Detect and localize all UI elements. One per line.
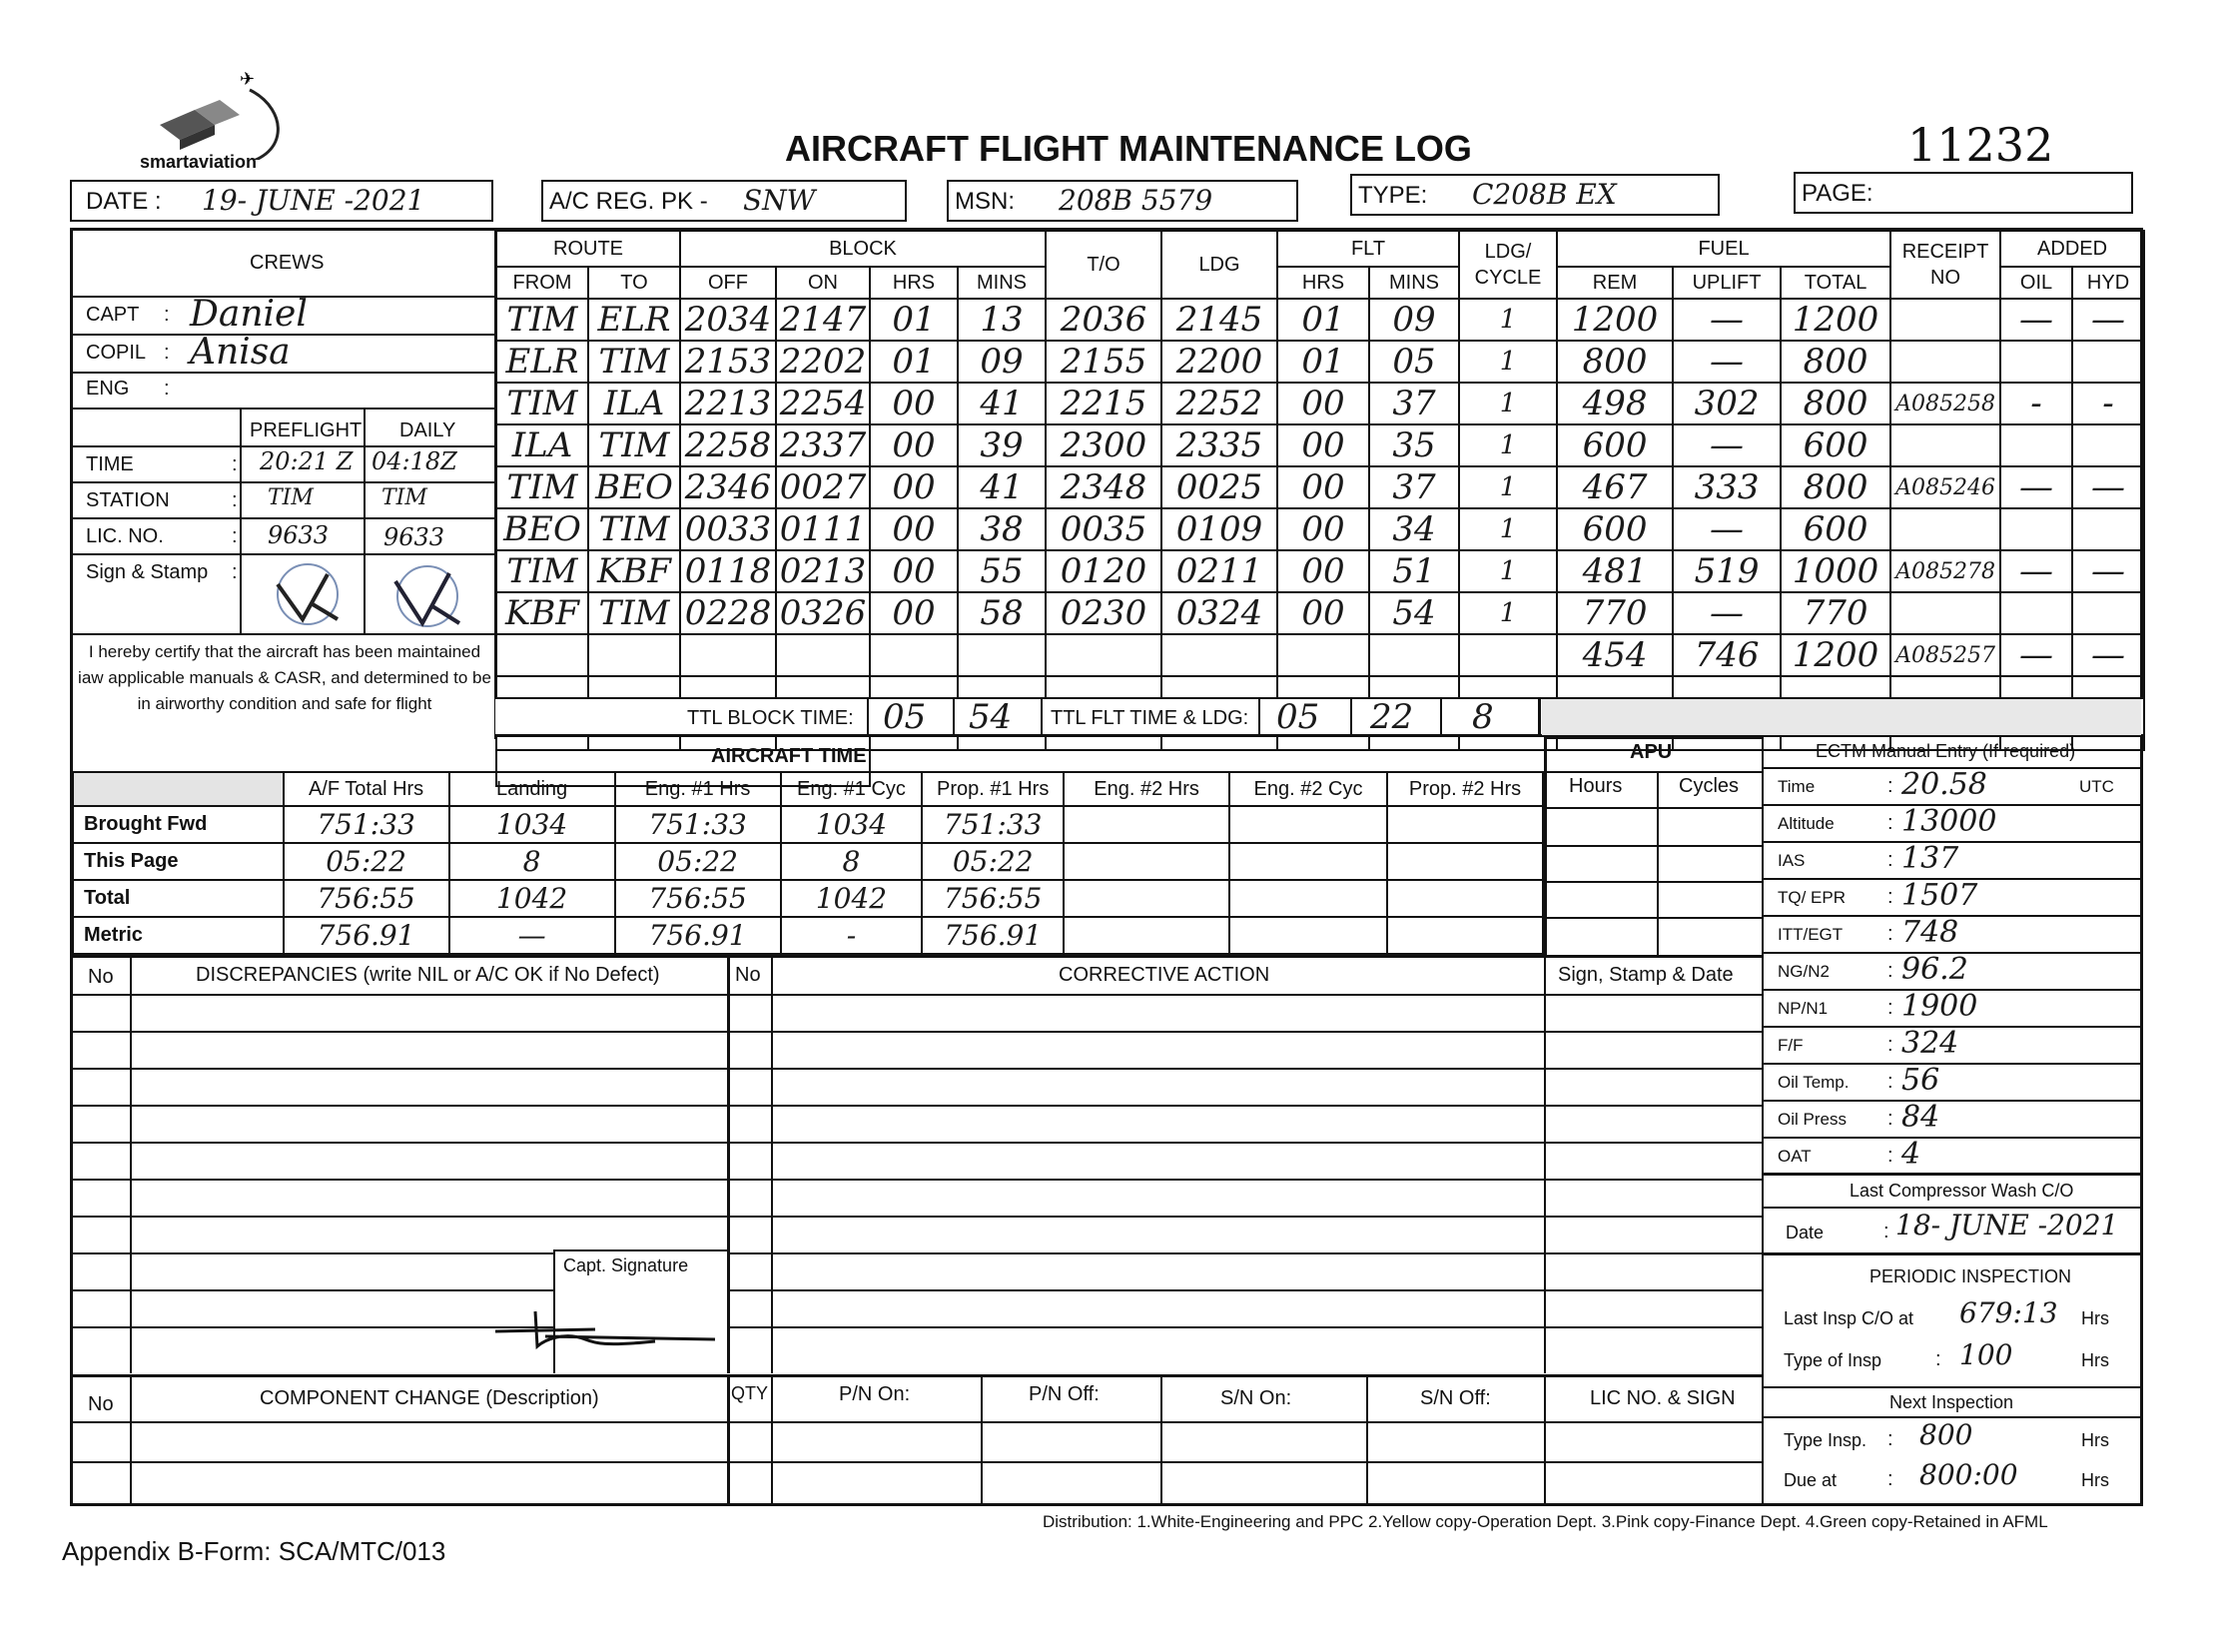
station-preflight: TIM — [268, 485, 314, 510]
ectm-row: NP/N1 : 1900 — [1764, 989, 2143, 1026]
ectm-label: Oil Press — [1778, 1110, 1847, 1129]
flight-cell-from: TIM — [496, 383, 588, 424]
aircraft-time-cell: 751:33 — [922, 806, 1064, 843]
flight-cell-to-time: 2300 — [1046, 424, 1161, 466]
ectm-unit: UTC — [2079, 777, 2114, 796]
flight-cell-cycle: 1 — [1459, 299, 1557, 341]
certify-text: I hereby certify that the aircraft has been maintained iaw applicable manuals & CASR, and determined to be in airworthy condition and safe for flight — [78, 642, 491, 713]
flight-cell-receipt — [1890, 299, 2000, 341]
flight-cell-hyd: — — [2072, 550, 2144, 592]
flight-row — [496, 383, 2144, 424]
flight-cell-flt-mins: 05 — [1369, 341, 1459, 383]
flight-cell-total: 800 — [1781, 383, 1890, 424]
lic-daily: 9633 — [383, 523, 445, 551]
stamp-preflight-icon — [258, 559, 358, 629]
flight-cell-to: BEO — [588, 466, 680, 508]
aircraft-time-cell — [1229, 806, 1387, 843]
flight-cell-on: 0326 — [776, 592, 870, 634]
flight-cell-mins: 41 — [958, 383, 1046, 424]
aircraft-time-col: Landing — [449, 772, 615, 806]
aircraft-time-cell: 05:22 — [922, 843, 1064, 880]
ectm-row: Altitude : 13000 — [1764, 804, 2143, 841]
capt-name: Daniel — [190, 294, 308, 335]
flight-cell-total: 600 — [1781, 424, 1890, 466]
page-field: PAGE: — [1794, 172, 2133, 214]
ectm-row: NG/N2 : 96.2 — [1764, 952, 2143, 989]
ttl-block-mins: 54 — [969, 697, 1013, 737]
next-type-value: 800 — [1919, 1418, 1973, 1451]
flight-cell-hyd: — — [2072, 466, 2144, 508]
flight-cell-mins: 09 — [958, 341, 1046, 383]
time-preflight: 20:21 Z — [260, 447, 354, 475]
ectm-panel: ECTM Manual Entry (If required) Time : 20.58 UTC Altitude : 13000 IAS : 137 TQ/ EPR : 1507 ITT/EGT : 748 NG/N2 : 96.2 NP/N1 : 1900 F/F : 324 Oil Temp. : 56 Oil Press : 84 OAT : 4 Last Compressor Wash C/O Date : 18- JUNE -2021 PERIODIC INSPECTION Last Insp C/O at 679:13 Hrs Type of Insp : 100 Hrs Next Inspection Type Insp. : 800 Hrs Due at : 800:00 Hrs — [1762, 737, 2143, 1506]
flight-cell-flt-mins: 34 — [1369, 508, 1459, 550]
ectm-value: 84 — [1901, 1100, 1940, 1135]
flight-cell-flt-mins: 35 — [1369, 424, 1459, 466]
ectm-value: 748 — [1901, 915, 1959, 950]
flight-cell-hrs: 00 — [870, 466, 958, 508]
flight-cell-receipt — [1890, 341, 2000, 383]
type-insp-value: 100 — [1959, 1338, 2013, 1371]
flight-cell-total: 1000 — [1781, 550, 1890, 592]
aircraft-time-row — [73, 917, 1543, 954]
flight-cell-hyd — [2072, 508, 2144, 550]
aircraft-time-cell — [1229, 880, 1387, 917]
flight-cell-to-time: 2348 — [1046, 466, 1161, 508]
flight-cell-uplift: 746 — [1673, 634, 1781, 676]
aircraft-time-cell — [1064, 843, 1229, 880]
ectm-row: OAT : 4 — [1764, 1137, 2143, 1174]
aircraft-time-cell: 1034 — [781, 806, 923, 843]
aircraft-time-cell: 8 — [449, 843, 615, 880]
aircraft-time-row — [73, 843, 1543, 880]
aircraft-time-col: Prop. #1 Hrs — [922, 772, 1064, 806]
component-section: No COMPONENT CHANGE (Description) QTY P/N On: P/N Off: S/N On: S/N Off: LIC NO. & SIGN — [72, 1374, 1762, 1504]
aircraft-time-cell: 05:22 — [615, 843, 781, 880]
flight-cell-uplift: — — [1673, 592, 1781, 634]
aircraft-time-cell — [1387, 806, 1543, 843]
flight-cell-on: 2254 — [776, 383, 870, 424]
flight-cell-total: 1200 — [1781, 634, 1890, 676]
last-insp-value: 679:13 — [1959, 1296, 2058, 1329]
ectm-row: F/F : 324 — [1764, 1026, 2143, 1063]
flight-cell-cycle: 1 — [1459, 592, 1557, 634]
aircraft-time-cell: 756:55 — [615, 880, 781, 917]
flight-cell-receipt — [1890, 592, 2000, 634]
capt-signature-box: Capt. Signature — [553, 1249, 727, 1373]
aircraft-time-cell: 751:33 — [284, 806, 449, 843]
flight-cell-cycle: 1 — [1459, 466, 1557, 508]
flight-cell-mins: 13 — [958, 299, 1046, 341]
due-value: 800:00 — [1919, 1458, 2018, 1491]
flight-cell-off: 2346 — [680, 466, 776, 508]
flight-cell-mins: 41 — [958, 466, 1046, 508]
ttl-flt-hrs: 05 — [1276, 697, 1320, 737]
crews-header: CREWS — [250, 252, 325, 274]
ectm-label: IAS — [1778, 851, 1806, 870]
flight-cell-to-time: 2155 — [1046, 341, 1161, 383]
flight-cell-from: ILA — [496, 424, 588, 466]
flight-cell-rem: 454 — [1557, 634, 1673, 676]
flight-cell-to: KBF — [588, 550, 680, 592]
type-field: TYPE: C208B EX — [1350, 174, 1720, 216]
flight-cell-ldg: 0109 — [1161, 508, 1277, 550]
ectm-label: ITT/EGT — [1778, 925, 1844, 944]
flight-cell-cycle — [1459, 634, 1557, 676]
aircraft-time-cell — [1229, 917, 1387, 954]
flight-cell-receipt: A085246 — [1890, 466, 2000, 508]
ectm-label: Oil Temp. — [1778, 1073, 1850, 1092]
flight-cell-flt-hrs: 01 — [1277, 299, 1369, 341]
flight-cell-flt-mins: 37 — [1369, 383, 1459, 424]
flight-cell-off: 0118 — [680, 550, 776, 592]
flight-cell-flt-hrs — [1277, 634, 1369, 676]
flight-cell-oil: — — [2000, 466, 2072, 508]
flight-cell-ldg: 2252 — [1161, 383, 1277, 424]
lic-preflight: 9633 — [268, 521, 330, 549]
flight-cell-hrs: 00 — [870, 383, 958, 424]
aircraft-time-row-label: Metric — [73, 917, 284, 954]
flight-cell-uplift: — — [1673, 299, 1781, 341]
aircraft-time-cell: 751:33 — [615, 806, 781, 843]
flight-cell-flt-hrs: 00 — [1277, 383, 1369, 424]
flight-cell-on: 2337 — [776, 424, 870, 466]
flight-cell-oil: — — [2000, 299, 2072, 341]
flight-cell-ldg: 0211 — [1161, 550, 1277, 592]
aircraft-time-row-label: This Page — [73, 843, 284, 880]
aircraft-time-col: Eng. #2 Cyc — [1229, 772, 1387, 806]
aircraft-time-cell — [1387, 917, 1543, 954]
aircraft-time-cell: - — [781, 917, 923, 954]
serial-number: 11232 — [1907, 118, 2054, 172]
aircraft-time-cell: 1034 — [449, 806, 615, 843]
flight-row — [496, 592, 2144, 634]
aircraft-time-row — [73, 880, 1543, 917]
acreg-field: A/C REG. PK - SNW — [541, 180, 907, 222]
flight-cell-to-time — [1046, 634, 1161, 676]
flight-cell-mins — [958, 634, 1046, 676]
logo — [140, 70, 300, 180]
aircraft-time-cell: 1042 — [449, 880, 615, 917]
svg-text:✈: ✈ — [240, 70, 256, 90]
compressor-date: 18- JUNE -2021 — [1895, 1209, 2119, 1241]
date-value: 19- JUNE -2021 — [202, 184, 425, 217]
flight-cell-oil: — — [2000, 550, 2072, 592]
flight-cell-rem: 467 — [1557, 466, 1673, 508]
ectm-title: ECTM Manual Entry (If required) — [1816, 741, 2076, 761]
ectm-label: TQ/ EPR — [1778, 888, 1847, 907]
aircraft-time-cell: 756:55 — [284, 880, 449, 917]
flight-cell-cycle: 1 — [1459, 424, 1557, 466]
ectm-row: TQ/ EPR : 1507 — [1764, 878, 2143, 915]
flight-cell-hrs: 00 — [870, 508, 958, 550]
flight-cell-flt-mins — [1369, 634, 1459, 676]
flight-cell-total: 770 — [1781, 592, 1890, 634]
flight-cell-on — [776, 634, 870, 676]
flight-cell-to: ILA — [588, 383, 680, 424]
flight-cell-rem: 600 — [1557, 508, 1673, 550]
flight-cell-from: ELR — [496, 341, 588, 383]
flight-cell-total: 1200 — [1781, 299, 1890, 341]
apu-title: APU — [1630, 741, 1673, 763]
flight-cell-receipt: A085257 — [1890, 634, 2000, 676]
flight-cell-to-time: 2036 — [1046, 299, 1161, 341]
ttl-block-label: TTL BLOCK TIME: — [687, 707, 854, 729]
flight-cell-rem: 481 — [1557, 550, 1673, 592]
aircraft-time-col: Eng. #1 Hrs — [615, 772, 781, 806]
flight-cell-on: 0213 — [776, 550, 870, 592]
flight-row — [496, 341, 2144, 383]
flight-cell-to: TIM — [588, 508, 680, 550]
flight-cell-to-time: 0035 — [1046, 508, 1161, 550]
flight-cell-oil: — — [2000, 634, 2072, 676]
flight-cell-from: BEO — [496, 508, 588, 550]
aircraft-time-row-label: Total — [73, 880, 284, 917]
flight-cell-cycle: 1 — [1459, 341, 1557, 383]
page-title: AIRCRAFT FLIGHT MAINTENANCE LOG — [785, 128, 1472, 169]
flight-cell-oil — [2000, 341, 2072, 383]
station-daily: TIM — [381, 485, 427, 510]
flight-cell-hrs: 00 — [870, 550, 958, 592]
ttl-flt-mins: 22 — [1370, 697, 1414, 737]
flight-cell-to: ELR — [588, 299, 680, 341]
aircraft-time-cell: 756.91 — [284, 917, 449, 954]
flight-cell-flt-hrs: 00 — [1277, 508, 1369, 550]
date-field: DATE : 19- JUNE -2021 — [70, 180, 493, 222]
flight-cell-flt-hrs: 00 — [1277, 550, 1369, 592]
flight-cell-on: 2147 — [776, 299, 870, 341]
flight-cell-flt-hrs: 00 — [1277, 592, 1369, 634]
flight-cell-hrs: 01 — [870, 341, 958, 383]
logo-text: smartaviation — [140, 152, 258, 172]
flight-cell-oil — [2000, 424, 2072, 466]
crews-panel: CREWS CAPT : Daniel COPIL : Anisa ENG : PREFLIGHT DAILY TIME : 20:21 Z 04:18Z STATION : TIM TIM LIC. NO. : 9633 9633 Sign & Stamp : I hereby certify that the aircraft has been maintained iaw applicable manuals & CASR, and determined to be in airworthy condition and safe for flight — [72, 230, 497, 739]
ectm-value: 96.2 — [1901, 952, 1968, 987]
acreg-value: SNW — [743, 184, 816, 217]
aircraft-time-cell — [1387, 880, 1543, 917]
flight-row — [496, 508, 2144, 550]
flight-cell-off: 2034 — [680, 299, 776, 341]
flight-cell-uplift: 519 — [1673, 550, 1781, 592]
flight-cell-receipt: A085258 — [1890, 383, 2000, 424]
flight-cell-on: 0027 — [776, 466, 870, 508]
flight-cell-to-time: 0230 — [1046, 592, 1161, 634]
captain-signature-icon — [485, 1291, 725, 1361]
ttl-flt-label: TTL FLT TIME & LDG: — [1051, 707, 1249, 729]
flight-cell-to-time: 2215 — [1046, 383, 1161, 424]
flight-cell-off: 2258 — [680, 424, 776, 466]
ectm-value: 1507 — [1901, 878, 1978, 913]
flight-row — [496, 424, 2144, 466]
aircraft-time-col: A/F Total Hrs — [284, 772, 449, 806]
aircraft-time-cell: 756.91 — [615, 917, 781, 954]
flight-cell-mins: 58 — [958, 592, 1046, 634]
flight-cell-total: 600 — [1781, 508, 1890, 550]
aircraft-time-cell — [1064, 880, 1229, 917]
ttl-block-hrs: 05 — [883, 697, 927, 737]
flight-cell-hyd — [2072, 424, 2144, 466]
logo-mark-icon — [140, 70, 300, 160]
aircraft-time-cell — [1229, 843, 1387, 880]
ectm-value: 13000 — [1901, 804, 1997, 839]
ectm-row: Oil Temp. : 56 — [1764, 1063, 2143, 1100]
aircraft-time-title: AIRCRAFT TIME — [711, 745, 867, 767]
ectm-row: IAS : 137 — [1764, 841, 2143, 878]
flight-cell-cycle: 1 — [1459, 550, 1557, 592]
flight-cell-flt-hrs: 00 — [1277, 466, 1369, 508]
aircraft-time-cell — [1387, 843, 1543, 880]
flight-cell-flt-mins: 51 — [1369, 550, 1459, 592]
flight-cell-hyd: — — [2072, 634, 2144, 676]
flight-cell-mins: 39 — [958, 424, 1046, 466]
flight-cell-oil — [2000, 592, 2072, 634]
aircraft-time-cell: 05:22 — [284, 843, 449, 880]
aircraft-time-cell: 756:55 — [922, 880, 1064, 917]
flight-cell-hyd — [2072, 341, 2144, 383]
ectm-value: 324 — [1901, 1026, 1959, 1061]
flight-cell-from: KBF — [496, 592, 588, 634]
flight-cell-oil: - — [2000, 383, 2072, 424]
flight-cell-rem: 498 — [1557, 383, 1673, 424]
flight-cell-ldg: 0324 — [1161, 592, 1277, 634]
ttl-row — [495, 697, 2143, 737]
flight-cell-total: 800 — [1781, 466, 1890, 508]
ectm-value: 137 — [1901, 841, 1959, 876]
flight-cell-uplift: 333 — [1673, 466, 1781, 508]
flight-cell-total: 800 — [1781, 341, 1890, 383]
msn-field: MSN: 208B 5579 — [947, 180, 1298, 222]
flight-cell-uplift: — — [1673, 508, 1781, 550]
flight-cell-flt-mins: 54 — [1369, 592, 1459, 634]
ectm-row: Oil Press : 84 — [1764, 1100, 2143, 1137]
flight-cell-ldg: 2200 — [1161, 341, 1277, 383]
discrepancy-section: No DISCREPANCIES (write NIL or A/C OK if No Defect) No CORRECTIVE ACTION Sign, Stamp & Date Capt. Signature — [72, 955, 1762, 1374]
flight-cell-hrs — [870, 634, 958, 676]
flight-cell-from: TIM — [496, 466, 588, 508]
ttl-ldg: 8 — [1472, 697, 1494, 737]
aircraft-time-col: Prop. #2 Hrs — [1387, 772, 1543, 806]
flight-cell-to: TIM — [588, 592, 680, 634]
flight-cell-ldg: 2145 — [1161, 299, 1277, 341]
flight-cell-rem: 770 — [1557, 592, 1673, 634]
form-id: Appendix B-Form: SCA/MTC/013 — [62, 1536, 446, 1566]
flight-cell-oil — [2000, 508, 2072, 550]
flight-cell-flt-mins: 09 — [1369, 299, 1459, 341]
flight-cell-receipt: A085278 — [1890, 550, 2000, 592]
ectm-row: Time : 20.58 UTC — [1764, 767, 2143, 804]
aircraft-time-cell: 1042 — [781, 880, 923, 917]
flight-cell-rem: 800 — [1557, 341, 1673, 383]
flight-cell-from: TIM — [496, 299, 588, 341]
flight-cell-to: TIM — [588, 424, 680, 466]
aircraft-time-cell: — — [449, 917, 615, 954]
aircraft-time-cell — [1064, 806, 1229, 843]
apu-box: Hours Cycles — [1544, 737, 1764, 955]
flight-cell-flt-hrs: 00 — [1277, 424, 1369, 466]
flight-cell-hyd — [2072, 592, 2144, 634]
flight-cell-off: 0033 — [680, 508, 776, 550]
flight-cell-rem: 600 — [1557, 424, 1673, 466]
flight-cell-hrs: 01 — [870, 299, 958, 341]
ectm-label: F/F — [1778, 1036, 1804, 1055]
flight-cell-cycle: 1 — [1459, 508, 1557, 550]
flight-cell-off: 2153 — [680, 341, 776, 383]
flight-cell-rem: 1200 — [1557, 299, 1673, 341]
flight-cell-mins: 55 — [958, 550, 1046, 592]
copil-name: Anisa — [190, 332, 291, 373]
flight-row — [496, 634, 2144, 676]
flight-cell-ldg: 0025 — [1161, 466, 1277, 508]
aircraft-time-row-label: Brought Fwd — [73, 806, 284, 843]
aircraft-time-col: Eng. #1 Cyc — [781, 772, 923, 806]
ectm-label: NP/N1 — [1778, 999, 1829, 1018]
flight-cell-cycle: 1 — [1459, 383, 1557, 424]
flight-cell-to — [588, 634, 680, 676]
flight-cell-hrs: 00 — [870, 424, 958, 466]
flight-row — [496, 466, 2144, 508]
flight-cell-flt-hrs: 01 — [1277, 341, 1369, 383]
flight-cell-hyd: — — [2072, 299, 2144, 341]
flight-cell-uplift: 302 — [1673, 383, 1781, 424]
flight-cell-ldg: 2335 — [1161, 424, 1277, 466]
flight-table: ROUTE BLOCK T/O LDG FLT LDG/ CYCLE FUEL RECEIPT NO ADDED FROM TO OFF ON HRS MINS HRS MINS REM UPLIFT TOTAL OIL HYD TIM ELR 2034 2147 01 13 2036 2145 01 09 1 1200 — 1200 — — ELR TIM 2153 2202 01 09 2155 2200 01 05 1 800 — 800 TIM ILA 2213 2254 00 41 2215 2252 00 37 1 498 302 800 A085258 - - ILA TIM 2258 2337 00 39 2300 2335 00 35 1 600 — 600 TIM BEO 2346 0027 00 41 2348 0025 00 37 1 467 333 800 A085246 — — BEO TIM 0033 0111 00 38 0035 0109 00 34 1 600 — 600 TIM KBF 0118 0213 00 55 0120 0211 00 51 1 481 519 1000 A085278 — — KBF TIM 0228 0326 00 58 0230 0324 00 54 1 770 — 770 454 746 1200 A085257 — — — [495, 230, 2145, 787]
time-daily: 04:18Z — [371, 447, 457, 475]
flight-cell-off: 0228 — [680, 592, 776, 634]
msn-value: 208B 5579 — [1059, 184, 1213, 217]
ectm-value: 1900 — [1901, 989, 1978, 1024]
ectm-label: Time — [1778, 777, 1816, 796]
aircraft-time-row — [73, 806, 1543, 843]
flight-cell-mins: 38 — [958, 508, 1046, 550]
ectm-value: 56 — [1901, 1063, 1940, 1098]
flight-cell-receipt — [1890, 508, 2000, 550]
aircraft-time-cell: 756.91 — [922, 917, 1064, 954]
ectm-value: 4 — [1901, 1137, 1921, 1172]
flight-cell-hrs: 00 — [870, 592, 958, 634]
ectm-label: Altitude — [1778, 814, 1835, 833]
stamp-daily-icon — [377, 561, 477, 631]
flight-row — [496, 550, 2144, 592]
distribution: Distribution: 1.White-Engineering and PPC 2.Yellow copy-Operation Dept. 3.Pink copy-Finance Dept. 4.Green copy-Retained in AFML — [1043, 1512, 2048, 1531]
flight-cell-uplift: — — [1673, 424, 1781, 466]
ectm-label: OAT — [1778, 1147, 1812, 1166]
ectm-row: ITT/EGT : 748 — [1764, 915, 2143, 952]
flight-cell-from — [496, 634, 588, 676]
type-value: C208B EX — [1472, 178, 1617, 211]
ectm-value: 20.58 — [1901, 767, 1987, 802]
flight-cell-hyd: - — [2072, 383, 2144, 424]
ectm-label: NG/N2 — [1778, 962, 1830, 981]
flight-cell-from: TIM — [496, 550, 588, 592]
aircraft-time-col: Eng. #2 Hrs — [1064, 772, 1229, 806]
aircraft-time-cell: 8 — [781, 843, 923, 880]
aircraft-time-cell — [1064, 917, 1229, 954]
flight-cell-off: 2213 — [680, 383, 776, 424]
flight-cell-ldg — [1161, 634, 1277, 676]
flight-cell-on: 0111 — [776, 508, 870, 550]
flight-cell-to-time: 0120 — [1046, 550, 1161, 592]
flight-cell-on: 2202 — [776, 341, 870, 383]
aircraft-time-table — [72, 771, 1544, 955]
flight-cell-flt-mins: 37 — [1369, 466, 1459, 508]
flight-row — [496, 299, 2144, 341]
flight-cell-receipt — [1890, 424, 2000, 466]
flight-cell-off — [680, 634, 776, 676]
flight-cell-to: TIM — [588, 341, 680, 383]
flight-cell-uplift: — — [1673, 341, 1781, 383]
